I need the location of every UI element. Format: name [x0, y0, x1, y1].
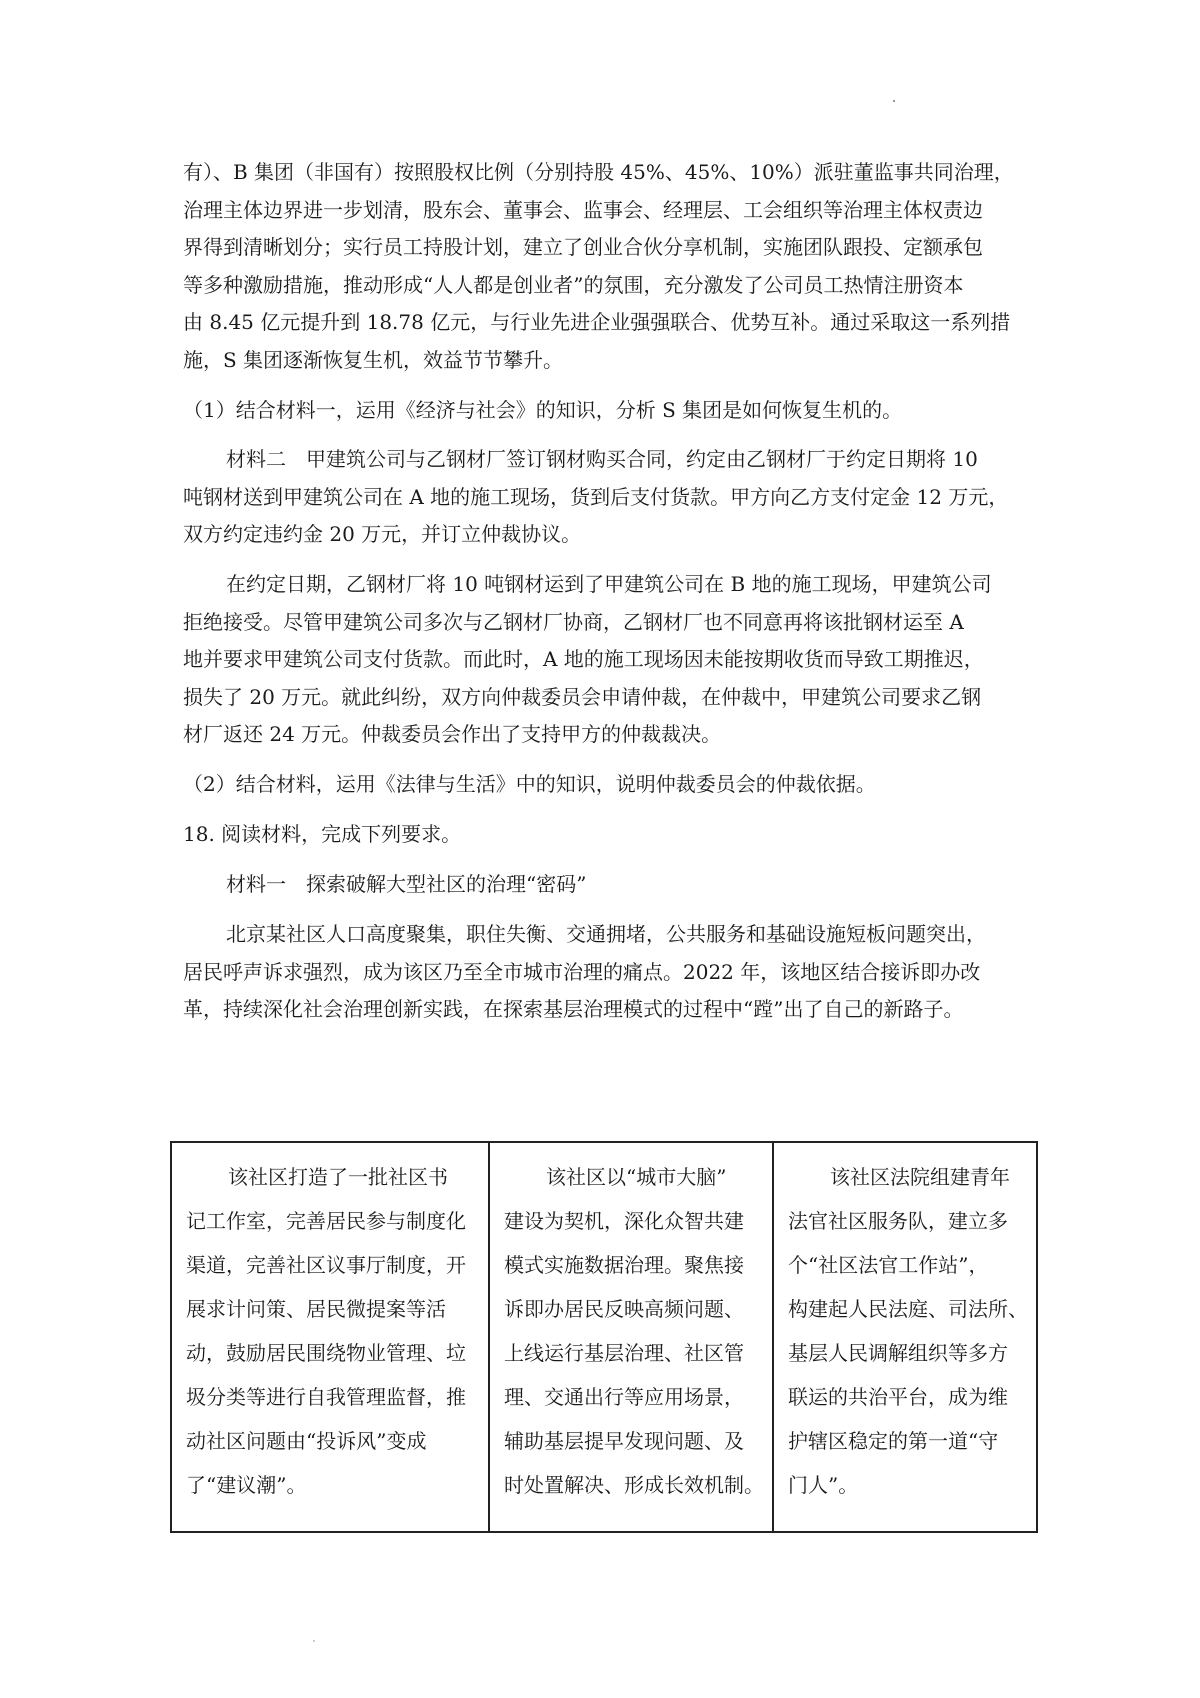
cell-line: 辅助基层提早发现问题、及	[504, 1429, 744, 1453]
question-18-heading: 18. 阅读材料，完成下列要求。	[183, 822, 462, 846]
cell-line: 渠道，完善社区议事厅制度，开	[186, 1253, 466, 1277]
material-title: 材料一 探索破解大型社区的治理“密码”	[226, 872, 587, 896]
question-1: （1）结合材料一，运用《经济与社会》的知识，分析 S 集团是如何恢复生机的。	[183, 398, 903, 422]
paragraph-line: 材厂返还 24 万元。仲裁委员会作出了支持甲方的仲裁裁决。	[183, 722, 722, 746]
cell-line: 门人”。	[788, 1473, 859, 1497]
cell-line: 模式实施数据治理。聚焦接	[504, 1253, 744, 1277]
paragraph-line: 材料二 甲建筑公司与乙钢材厂签订钢材购买合同，约定由乙钢材厂于约定日期将 10	[226, 447, 978, 471]
paragraph-line: 由 8.45 亿元提升到 18.78 亿元，与行业先进企业强强联合、优势互补。通过采取这一系列措	[183, 310, 1011, 334]
material-table	[170, 1141, 1038, 1533]
cell-line: 圾分类等进行自我管理监督，推	[186, 1385, 466, 1409]
paragraph-line: 拒绝接受。尽管甲建筑公司多次与乙钢材厂协商，乙钢材厂也不同意再将该批钢材运至 A	[183, 610, 964, 634]
paragraph-line: 双方约定违约金 20 万元，并订立仲裁协议。	[183, 522, 582, 546]
cell-line: 时处置解决、形成长效机制。	[504, 1473, 764, 1497]
scan-speck	[313, 1640, 315, 1642]
cell-line: 了“建议潮”。	[186, 1473, 307, 1497]
paragraph-line: 革，持续深化社会治理创新实践，在探索基层治理模式的过程中“蹚”出了自己的新路子。	[183, 997, 964, 1021]
table-cell	[772, 1143, 1036, 1531]
cell-line: 该社区以“城市大脑”	[546, 1165, 727, 1189]
paragraph-line: 北京某社区人口高度聚集，职住失衡、交通拥堵，公共服务和基础设施短板问题突出，	[226, 922, 986, 946]
paragraph-line: 地并要求甲建筑公司支付货款。而此时，A 地的施工现场因未能按期收货而导致工期推迟，	[183, 647, 984, 671]
cell-line: 展求计问策、居民微提案等活	[186, 1297, 446, 1321]
cell-line: 法官社区服务队，建立多	[788, 1209, 1008, 1233]
cell-line: 记工作室，完善居民参与制度化	[186, 1209, 466, 1233]
question-2: （2）结合材料，运用《法律与生活》中的知识，说明仲裁委员会的仲裁依据。	[183, 772, 876, 796]
cell-line: 理、交通出行等应用场景，	[504, 1385, 744, 1409]
paragraph-line: 吨钢材送到甲建筑公司在 A 地的施工现场，货到后支付货款。甲方向乙方支付定金 12 万元，	[183, 485, 1009, 509]
cell-line: 诉即办居民反映高频问题、	[504, 1297, 744, 1321]
cell-line: 该社区打造了一批社区书	[228, 1165, 448, 1189]
paragraph-line: 有）、B 集团（非国有）按照股权比例（分别持股 45%、45%、10%）派驻董监事共同治理，	[183, 160, 1014, 184]
cell-line: 基层人民调解组织等多方	[788, 1341, 1008, 1365]
table-cell	[172, 1143, 488, 1531]
table-cell	[488, 1143, 772, 1531]
cell-line: 联运的共治平台，成为维	[788, 1385, 1008, 1409]
paragraph-line: 居民呼声诉求强烈，成为该区乃至全市城市治理的痛点。2022 年，该地区结合接诉即办改	[183, 960, 981, 984]
scan-speck	[893, 100, 895, 102]
paragraph-line: 损失了 20 万元。就此纠纷，双方向仲裁委员会申请仲裁，在仲裁中，甲建筑公司要求乙钢	[183, 685, 982, 709]
cell-line: 动社区问题由“投诉风”变成	[186, 1429, 427, 1453]
cell-line: 个“社区法官工作站”，	[788, 1253, 989, 1277]
paragraph-line: 界得到清晰划分；实行员工持股计划，建立了创业合伙分享机制，实施团队跟投、定额承包	[183, 235, 983, 259]
paragraph-line: 在约定日期，乙钢材厂将 10 吨钢材运到了甲建筑公司在 B 地的施工现场，甲建筑公司	[226, 572, 992, 596]
paragraph-line: 等多种激励措施，推动形成“人人都是创业者”的氛围，充分激发了公司员工热情注册资本	[183, 273, 964, 297]
cell-line: 上线运行基层治理、社区管	[504, 1341, 744, 1365]
cell-line: 动，鼓励居民围绕物业管理、垃	[186, 1341, 466, 1365]
cell-line: 构建起人民法庭、司法所、	[788, 1297, 1028, 1321]
cell-line: 建设为契机，深化众智共建	[504, 1209, 744, 1233]
paragraph-line: 施，S 集团逐渐恢复生机，效益节节攀升。	[183, 348, 564, 372]
paragraph-line: 治理主体边界进一步划清，股东会、董事会、监事会、经理层、工会组织等治理主体权责边	[183, 198, 983, 222]
cell-line: 该社区法院组建青年	[830, 1165, 1010, 1189]
cell-line: 护辖区稳定的第一道“守	[788, 1429, 999, 1453]
